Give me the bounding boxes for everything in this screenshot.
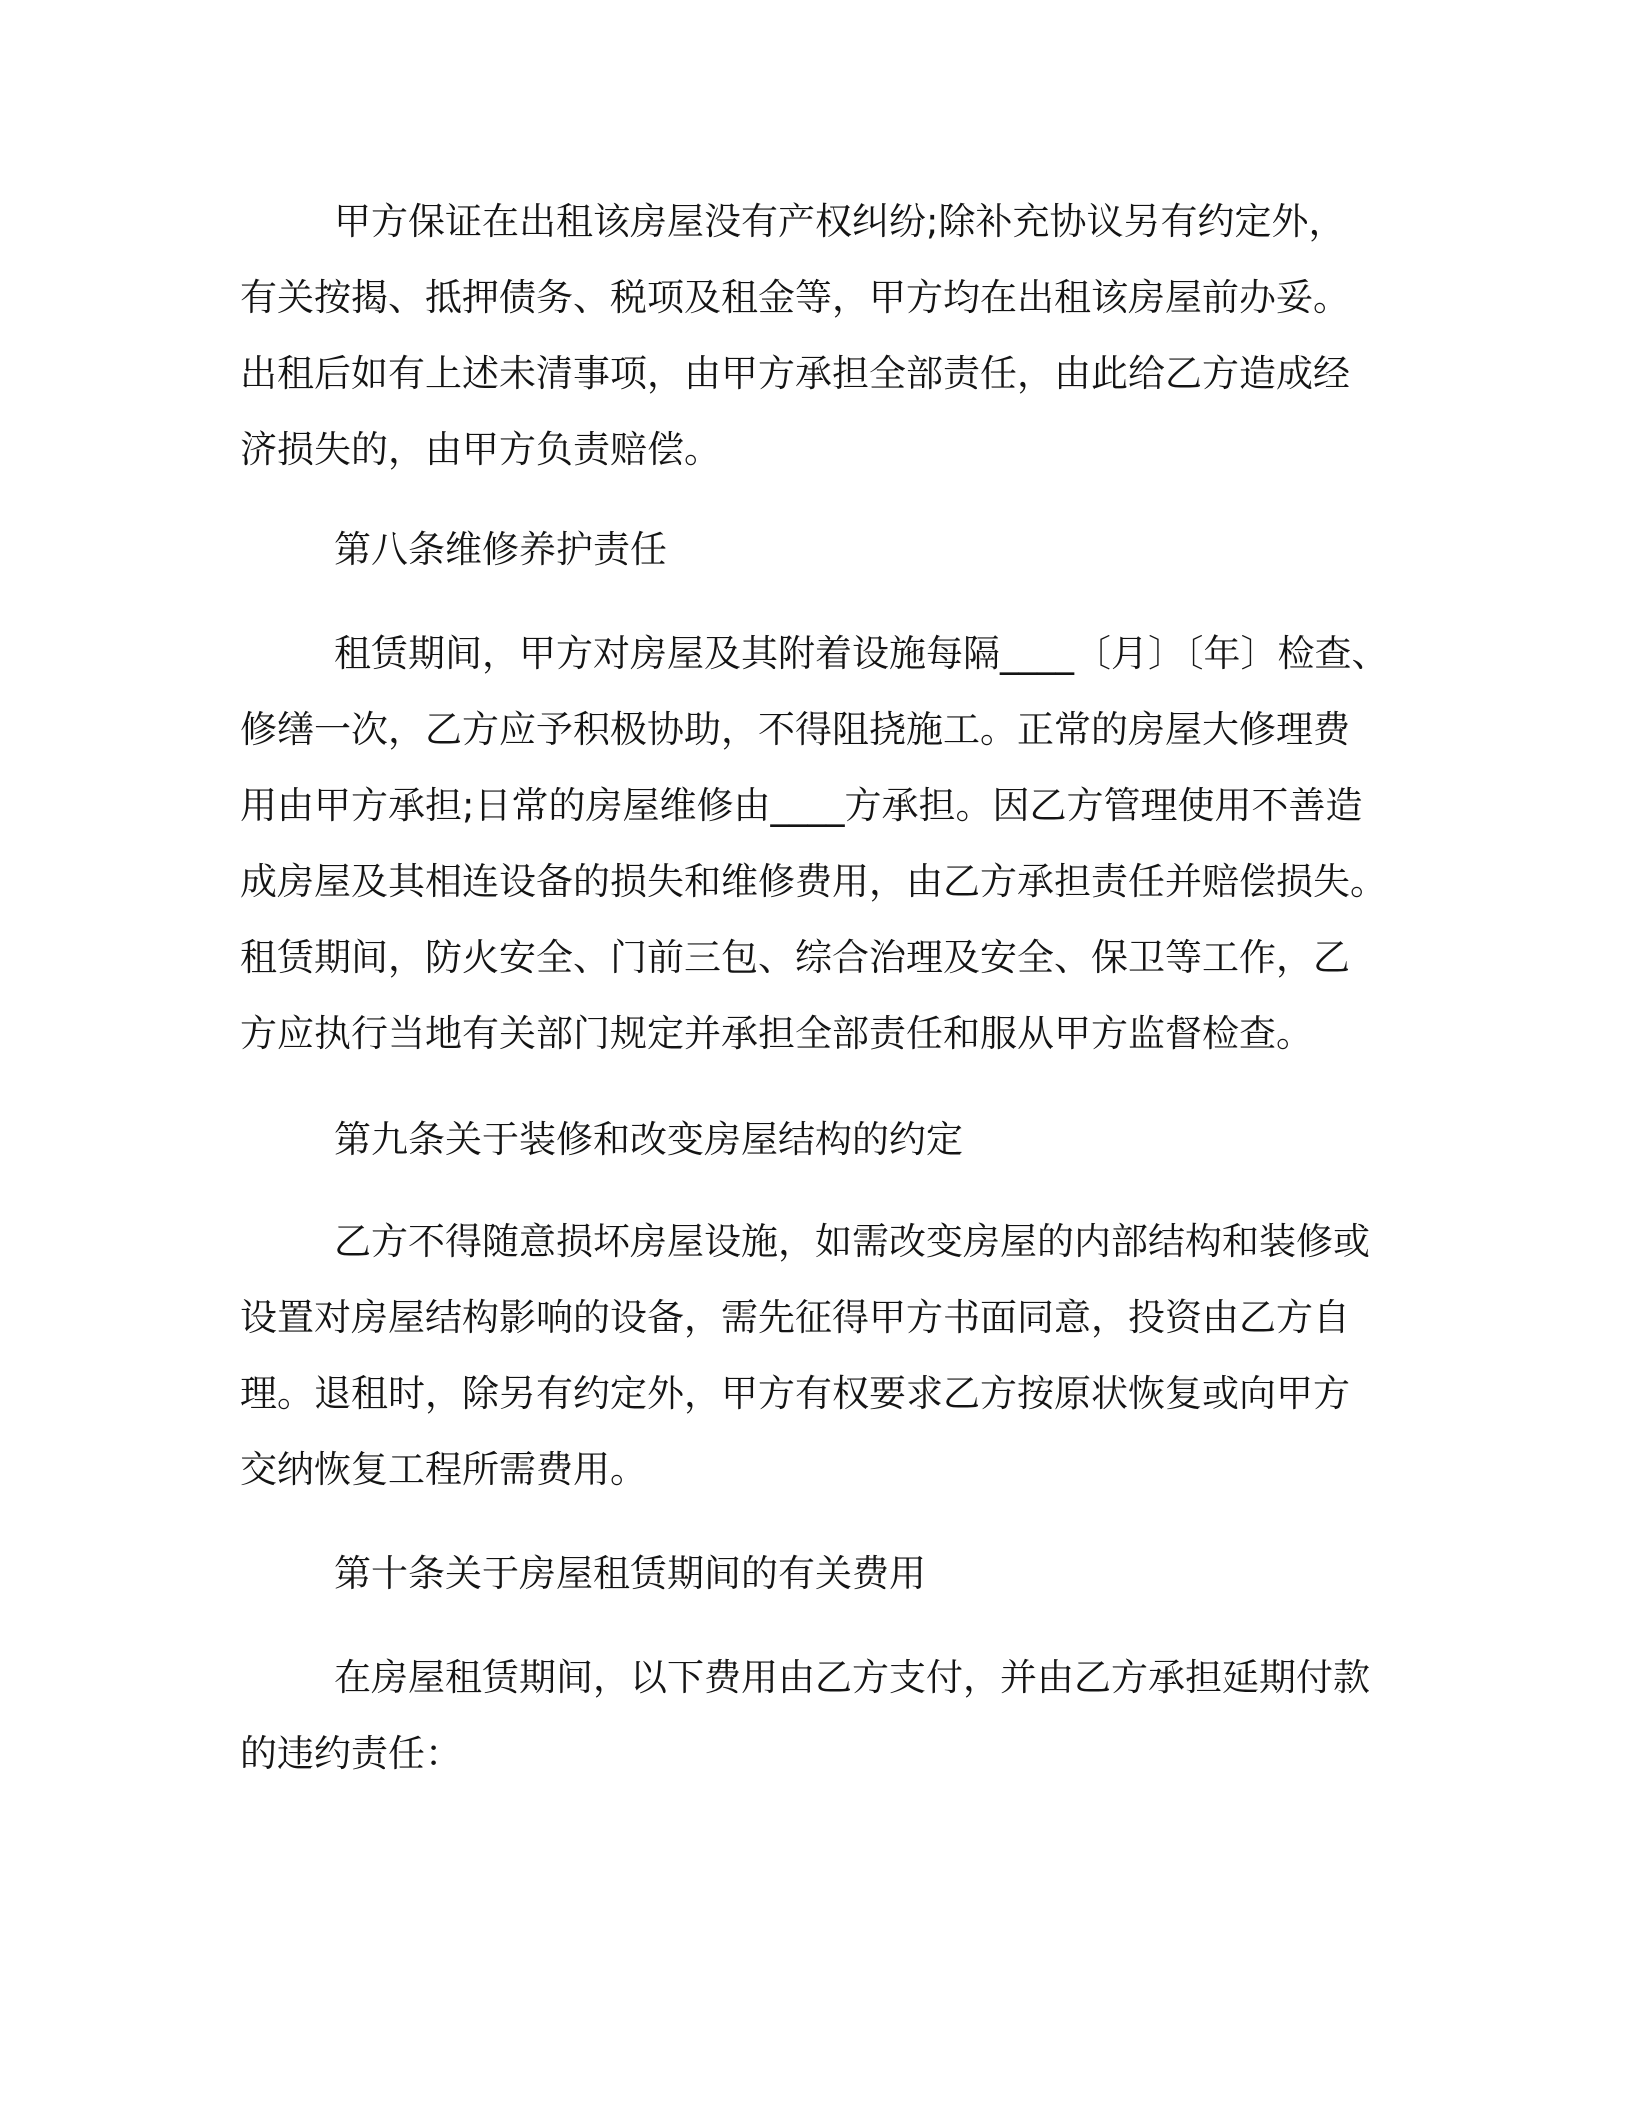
article-8-line-3: 用由甲方承担;日常的房屋维修由____方承担。因乙方管理使用不善造	[240, 784, 1363, 827]
guarantee-line-3: 出租后如有上述未清事项，由甲方承担全部责任，由此给乙方造成经	[240, 352, 1350, 395]
article-8-line-4: 成房屋及其相连设备的损失和维修费用，由乙方承担责任并赔偿损失。	[240, 860, 1387, 903]
article-9-line-4: 交纳恢复工程所需费用。	[240, 1448, 647, 1491]
guarantee-line-4: 济损失的，由甲方负责赔偿。	[240, 428, 721, 471]
article-8-line-5: 租赁期间，防火安全、门前三包、综合治理及安全、保卫等工作，乙	[240, 936, 1350, 979]
guarantee-line-1: 甲方保证在出租该房屋没有产权纠纷;除补充协议另有约定外，	[334, 200, 1346, 243]
article-8-heading: 第八条维修养护责任	[334, 528, 667, 571]
article-9-line-1: 乙方不得随意损坏房屋设施，如需改变房屋的内部结构和装修或	[334, 1220, 1370, 1263]
article-9-heading: 第九条关于装修和改变房屋结构的约定	[334, 1118, 963, 1161]
article-8-line-6: 方应执行当地有关部门规定并承担全部责任和服从甲方监督检查。	[240, 1012, 1313, 1055]
article-9-line-2: 设置对房屋结构影响的设备，需先征得甲方书面同意，投资由乙方自	[240, 1296, 1350, 1339]
article-9-line-3: 理。退租时，除另有约定外，甲方有权要求乙方按原状恢复或向甲方	[240, 1372, 1350, 1415]
article-10-line-2: 的违约责任：	[240, 1732, 462, 1775]
article-8-line-1: 租赁期间，甲方对房屋及其附着设施每隔____〔月〕〔年〕检查、	[334, 632, 1389, 675]
article-8-line-2: 修缮一次，乙方应予积极协助，不得阻挠施工。正常的房屋大修理费	[240, 708, 1350, 751]
article-10-heading: 第十条关于房屋租赁期间的有关费用	[334, 1552, 926, 1595]
article-10-line-1: 在房屋租赁期间，以下费用由乙方支付，并由乙方承担延期付款	[334, 1656, 1370, 1699]
guarantee-line-2: 有关按揭、抵押债务、税项及租金等，甲方均在出租该房屋前办妥。	[240, 276, 1350, 319]
